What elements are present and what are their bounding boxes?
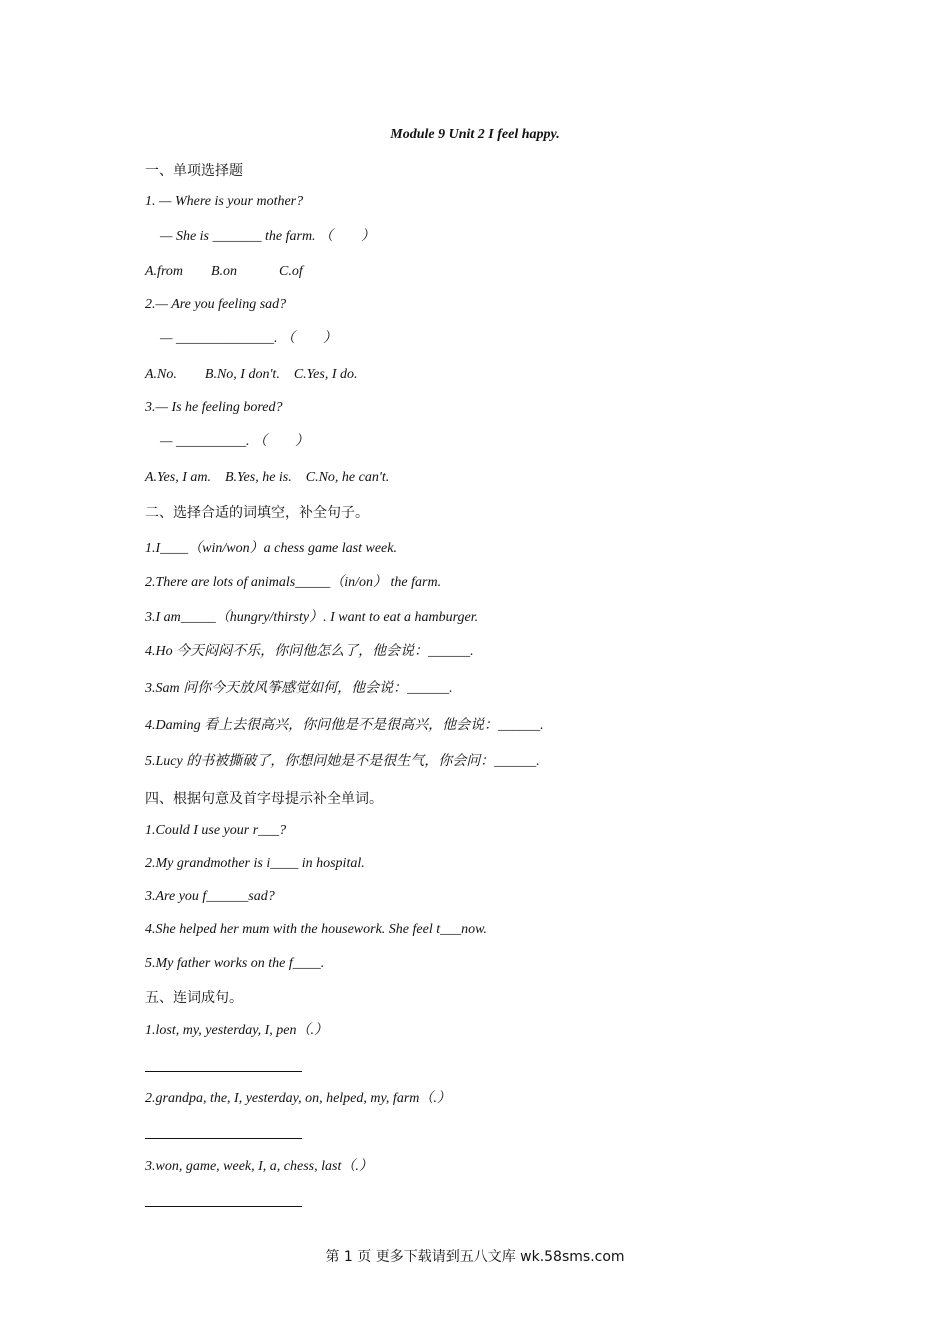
question-1-blank: — She is _______ the farm. （ ） bbox=[160, 229, 376, 244]
fill-item-7: 5.Lucy 的书被撕破了，你想问她是不是很生气，你会问：______. bbox=[145, 754, 540, 769]
fill-item-5: 3.Sam 问你今天放风筝感觉如何，他会说：______. bbox=[145, 681, 453, 696]
word-item-2: 2.My grandmother is i____ in hospital. bbox=[145, 856, 365, 871]
section1-heading: 一、单项选择题 bbox=[145, 163, 243, 179]
answer-line bbox=[145, 1138, 302, 1139]
word-item-5: 5.My father works on the f____. bbox=[145, 956, 325, 971]
fill-item-2: 2.There are lots of animals_____（in/on） the farm. bbox=[145, 575, 442, 590]
sentence-item-1: 1.lost, my, yesterday, I, pen（.） bbox=[145, 1023, 329, 1038]
section5-heading: 五、连词成句。 bbox=[145, 990, 243, 1006]
fill-item-1: 1.I____（win/won）a chess game last week. bbox=[145, 541, 397, 556]
question-3-options: A.Yes, I am. B.Yes, he is. C.No, he can't. bbox=[145, 470, 390, 485]
section4-heading: 四、根据句意及首字母提示补全单词。 bbox=[145, 791, 383, 807]
sentence-item-3: 3.won, game, week, I, a, chess, last（.） bbox=[145, 1159, 373, 1174]
fill-item-3: 3.I am_____（hungry/thirsty）. I want to eat a hamburger. bbox=[145, 610, 479, 625]
word-item-4: 4.She helped her mum with the housework. She feel t___now. bbox=[145, 922, 487, 937]
question-3-prompt: 3.— Is he feeling bored? bbox=[145, 400, 283, 415]
page-footer: 第 1 页 更多下载请到五八文库 wk.58sms.com bbox=[325, 1249, 625, 1265]
answer-line bbox=[145, 1206, 302, 1207]
section2-heading: 二、选择合适的词填空，补全句子。 bbox=[145, 505, 369, 521]
answer-line bbox=[145, 1071, 302, 1072]
question-1-options: A.from B.on C.of bbox=[145, 264, 303, 279]
word-item-1: 1.Could I use your r___? bbox=[145, 823, 287, 838]
sentence-item-2: 2.grandpa, the, I, yesterday, on, helped, my, farm（.） bbox=[145, 1091, 451, 1106]
fill-item-6: 4.Daming 看上去很高兴，你问他是不是很高兴，他会说：______. bbox=[145, 718, 544, 733]
question-2-options: A.No. B.No, I don't. C.Yes, I do. bbox=[145, 367, 358, 382]
question-3-blank: — __________. （ ） bbox=[160, 434, 309, 449]
question-1-prompt: 1. — Where is your mother? bbox=[145, 194, 304, 209]
question-2-blank: — ______________. （ ） bbox=[160, 331, 337, 346]
fill-item-4: 4.Ho 今天闷闷不乐，你问他怎么了，他会说：______. bbox=[145, 644, 474, 659]
word-item-3: 3.Are you f______sad? bbox=[145, 889, 275, 904]
question-2-prompt: 2.— Are you feeling sad? bbox=[145, 297, 287, 312]
page-title: Module 9 Unit 2 I feel happy. bbox=[390, 127, 560, 142]
